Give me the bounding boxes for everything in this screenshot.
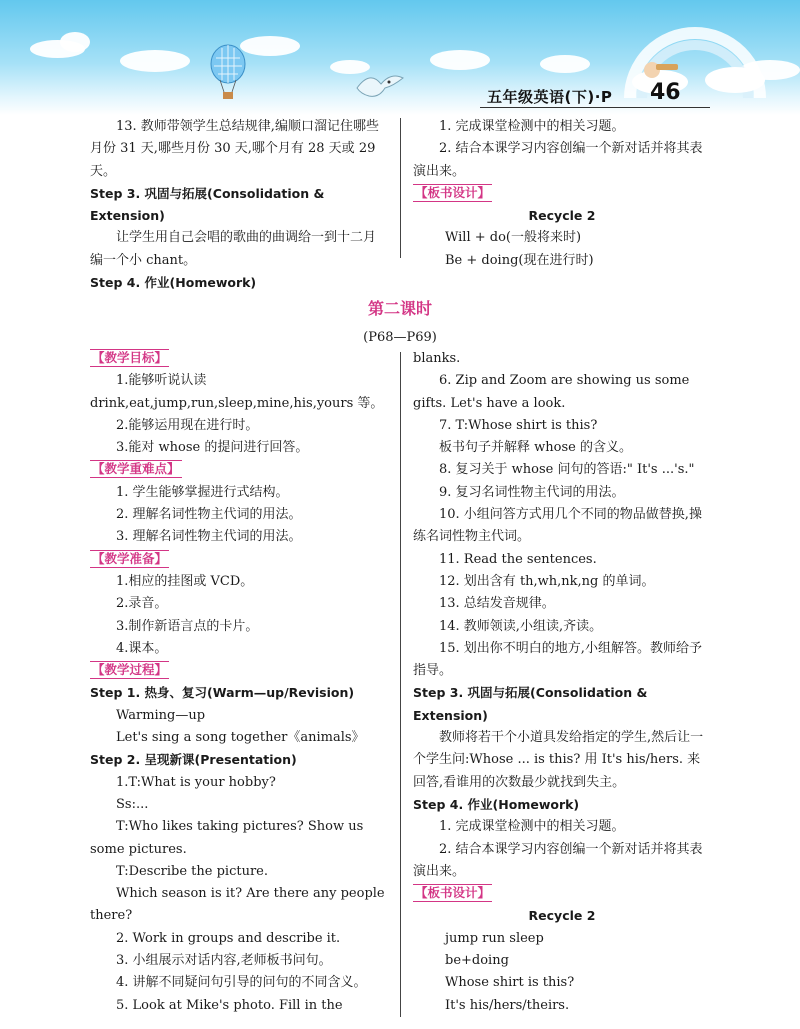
text-line: 12. 划出含有 th,wh,nk,ng 的单词。 [439,573,655,589]
text-line: Will + do(一般将来时) [445,230,582,246]
text-line: 1.相应的挂图或 VCD。 [116,573,254,589]
section-tag: 【教学过程】 [92,662,168,678]
text-line: 6. Zip and Zoom are showing us some gifts. Let's have a look. [413,373,690,411]
text-line: 7. T:Whose shirt is this? [439,417,598,433]
text-line: 1. 完成课堂检测中的相关习题。 [439,119,625,134]
text-line: T:Describe the picture. [116,863,268,879]
text-line: Let's sing a song together《animals》 [116,730,365,746]
text-line: 2. 结合本课学习内容创编一个新对话并将其表演出来。 [413,141,703,179]
section-tag: 【板书设计】 [415,184,491,200]
board-title: Recycle 2 [528,908,596,924]
header-rule [480,107,710,108]
text-line: 让学生用自己会唱的歌曲的曲调给一到十二月编一个小 chant。 [90,230,377,268]
bird-icon [355,68,405,102]
column-divider [400,352,401,1017]
header-title: 五年级英语(下)·P [487,88,613,106]
right-column [413,348,711,1017]
step-heading: Step 4. 作业(Homework) [413,796,580,812]
cloud [60,32,90,52]
text-line: 9. 复习名词性物主代词的用法。 [439,484,625,500]
column-divider [400,118,401,258]
text-line: 14. 教师领读,小组读,齐读。 [439,618,603,634]
text-line: Whose shirt is this? [445,975,575,991]
cloud [240,36,300,56]
lesson-title: 第二课时 [367,299,432,318]
step-heading: Step 1. 热身、复习(Warm—up/Revision) [90,685,355,701]
text-line: blanks. [413,351,461,366]
text-line: 4. 讲解不同疑问句引导的问句的不同含义。 [116,975,367,991]
left-column [90,348,388,1017]
section-tag: 【教学目标】 [92,350,168,365]
text-line: 8. 复习关于 whose 问句的答语:" It's ...'s." [439,462,695,478]
text-line: 1.T:What is your hobby? [116,774,276,790]
step-heading: Step 2. 呈现新课(Presentation) [90,752,297,768]
text-line: 4.课本。 [116,640,168,656]
board-title: Recycle 2 [528,208,596,224]
text-line: jump run sleep [445,930,544,946]
cloud [540,55,590,73]
hot-air-balloon-icon [208,44,248,102]
top-right-column [413,116,711,272]
text-line: 教师将若干个小道具发给指定的学生,然后让一个学生问:Whose ... is this? 用 It's his/hers. 来回答,看谁用的次数最少就找到失主。 [413,730,704,790]
text-line: 1. 完成课堂检测中的相关习题。 [439,819,625,835]
top-left-column [90,116,388,294]
step-heading: Step 4. 作业(Homework) [90,275,257,291]
text-line: 2.能够运用现在进行时。 [116,417,259,433]
text-line: Which season is it? Are there any people there? [90,886,385,924]
text-line: 5. Look at Mike's photo. Fill in the [116,997,343,1013]
text-line: 2. 理解名词性物主代词的用法。 [116,507,302,523]
text-line: 2.录音。 [116,596,168,612]
text-line: 13. 教师带领学生总结规律,编顺口溜记住哪些月份 31 天,哪些月份 30 天,哪个月有 28 天或 29 天。 [90,119,379,179]
text-line: 板书句子并解释 whose 的含义。 [439,440,632,456]
text-line: 3. 小组展示对话内容,老师板书问句。 [116,953,332,969]
text-line: 3. 理解名词性物主代词的用法。 [116,529,302,545]
cloud [430,50,490,70]
text-line: T:Who likes taking pictures? Show us some pictures. [90,819,364,857]
step-heading: Step 3. 巩固与拓展(Consolidation & Extension) [90,185,325,224]
cloud [120,50,190,72]
text-line: 1. 学生能够掌握进行式结构。 [116,484,289,500]
page-number: 46 [650,80,681,105]
text-line: 1.能够听说认读 drink,eat,jump,run,sleep,mine,his,yours 等。 [90,373,384,411]
lesson-pages: (P68—P69) [363,330,437,345]
step-heading: Step 3. 巩固与拓展(Consolidation & Extension) [413,685,648,723]
text-line: It's his/hers/theirs. [445,997,570,1013]
section-tag: 【教学重难点】 [92,461,180,477]
text-line: 11. Read the sentences. [439,551,597,567]
text-line: be+doing [445,953,509,969]
rainbow-icon [620,20,770,100]
text-line: 2. 结合本课学习内容创编一个新对话并将其表演出来。 [413,841,703,879]
page-header [0,0,800,115]
text-line: Ss:... [116,796,149,812]
text-line: 10. 小组问答方式用几个不同的物品做替换,操练名词性物主代词。 [413,507,702,545]
text-line: 3.制作新语言点的卡片。 [116,618,259,634]
section-tag: 【教学准备】 [92,550,168,566]
text-line: 2. Work in groups and describe it. [116,930,341,946]
text-line: Warming—up [116,707,206,723]
text-line: 13. 总结发音规律。 [439,596,555,612]
text-line: 3.能对 whose 的提问进行回答。 [116,440,309,456]
section-tag: 【板书设计】 [415,885,491,901]
text-line: Be + doing(现在进行时) [445,252,594,268]
text-line: 15. 划出你不明白的地方,小组解答。教师给予指导。 [413,640,702,679]
